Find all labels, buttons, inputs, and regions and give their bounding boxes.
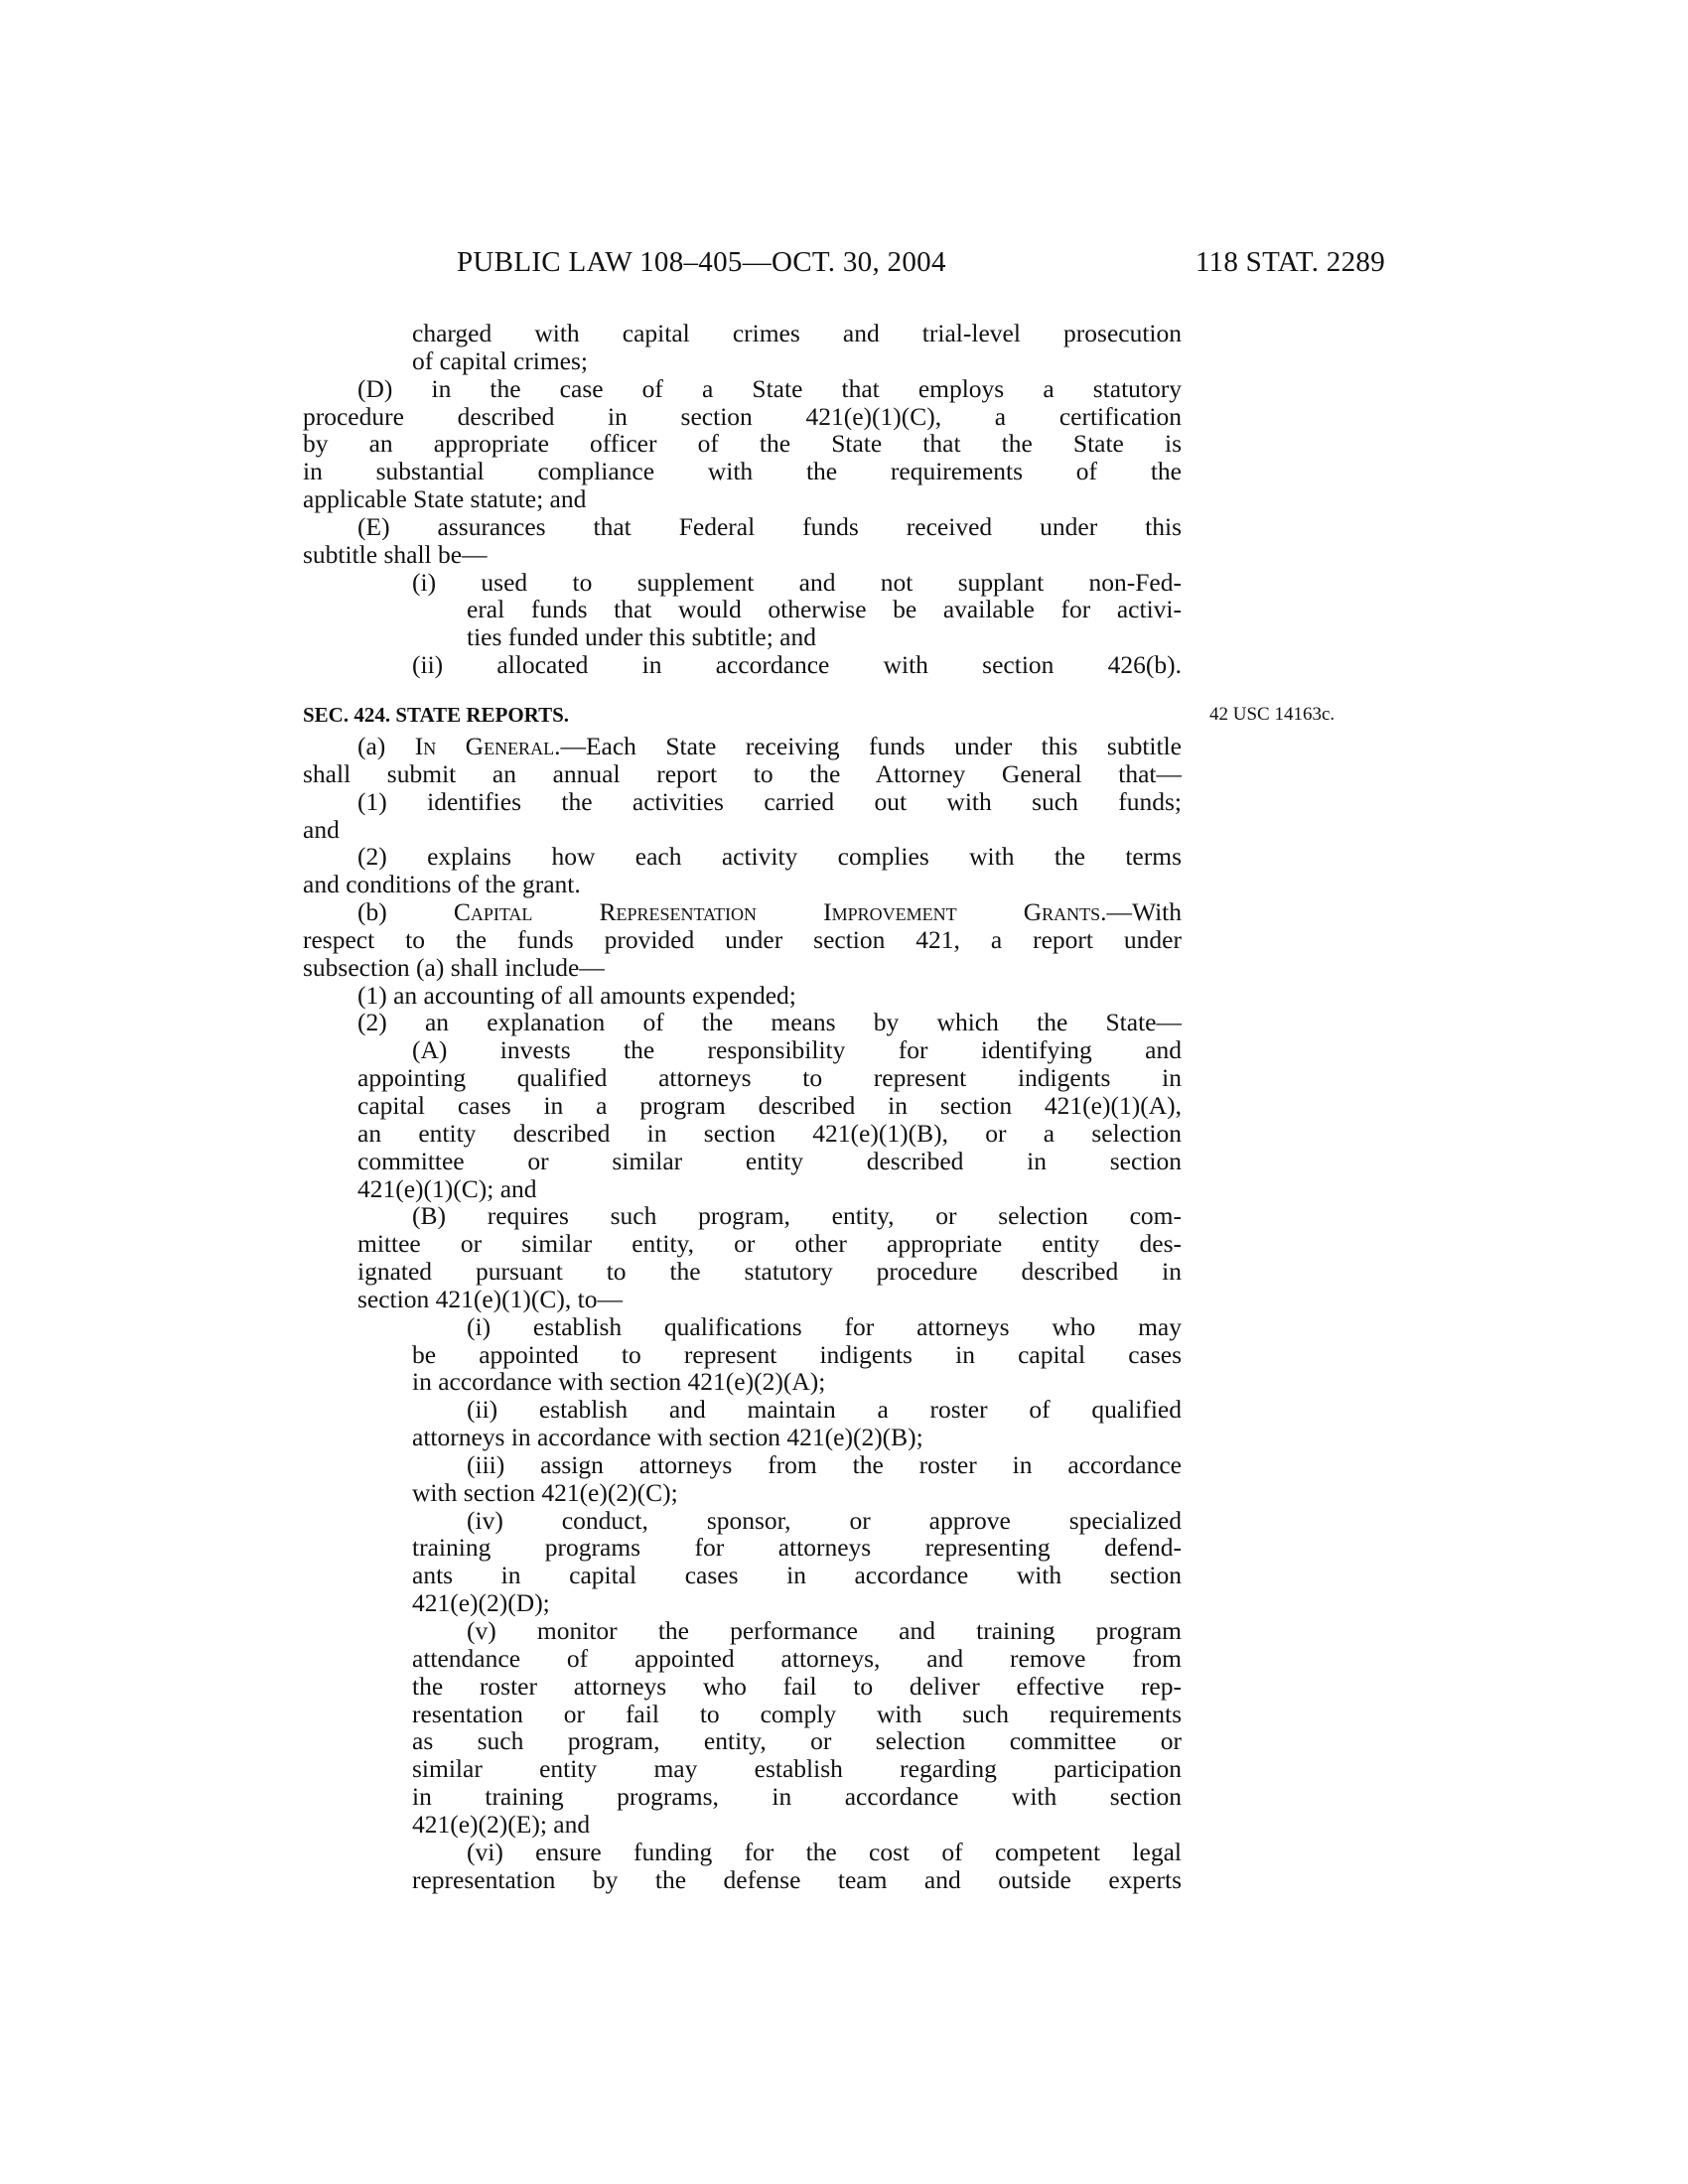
text-line: attendance of appointed attorneys, and remove from bbox=[412, 1643, 1182, 1673]
subsection-b-body bbox=[303, 926, 1182, 1894]
text-line: (iii) assign attorneys from the roster in accordance bbox=[467, 1449, 1182, 1479]
text-line: subsection (a) shall include— bbox=[303, 952, 605, 982]
text-line: procedure described in section 421(e)(1)(C), a certification bbox=[303, 401, 1182, 431]
page-header bbox=[457, 246, 1385, 290]
text-line: attorneys in accordance with section 421(e)(2)(B); bbox=[412, 1423, 923, 1452]
subsection-a-text: .—Each State receiving funds under this subtitle bbox=[554, 732, 1182, 760]
text-line: subtitle shall be— bbox=[303, 539, 488, 569]
text-line: be appointed to represent indigents in capital cases bbox=[412, 1339, 1182, 1369]
text-line: and conditions of the grant. bbox=[303, 870, 581, 899]
subsection-b-caption: Capital Representation Improvement Grants bbox=[453, 897, 1101, 927]
text-line: (ii) allocated in accordance with section 426(b). bbox=[412, 650, 1182, 680]
text-line: applicable State statute; and bbox=[303, 484, 587, 514]
text-line: 421(e)(1)(C); and bbox=[357, 1173, 537, 1203]
text-line: in training programs, in accordance with section bbox=[412, 1782, 1182, 1812]
text-line: eral funds that would otherwise be available for activi- bbox=[467, 595, 1182, 624]
running-head: PUBLIC LAW 108–405—OCT. 30, 2004 bbox=[457, 246, 946, 278]
text-line: (i) used to supplement and not supplant non-Fed- bbox=[412, 567, 1182, 597]
text-line: capital cases in a program described in section 421(e)(1)(A), bbox=[357, 1090, 1182, 1120]
usc-margin-note: 42 USC 14163c. bbox=[1209, 704, 1336, 725]
subsection-a-body bbox=[303, 760, 1182, 898]
text-line: (vi) ensure funding for the cost of competent legal bbox=[467, 1837, 1182, 1866]
subsection-b-paren: (b) bbox=[357, 897, 454, 927]
text-line: (2) explains how each activity complies with the terms bbox=[357, 842, 1182, 872]
text-line: 421(e)(2)(E); and bbox=[412, 1809, 591, 1839]
subsection-a bbox=[303, 733, 1182, 1893]
text-line: in substantial compliance with the requirements of the bbox=[303, 457, 1182, 486]
text-line: an entity described in section 421(e)(1)(B), or a selection bbox=[357, 1118, 1182, 1148]
subsection-a-lead-line bbox=[303, 733, 1182, 760]
text-line: with section 421(e)(2)(C); bbox=[412, 1477, 678, 1507]
continued-provisions bbox=[303, 320, 1182, 679]
text-line: (2) an explanation of the means by which the State— bbox=[357, 1008, 1182, 1037]
text-line: (1) an accounting of all amounts expended; bbox=[357, 980, 796, 1010]
text-line: (1) identifies the activities carried out with such funds; bbox=[357, 786, 1182, 816]
text-line: (v) monitor the performance and training program bbox=[467, 1616, 1182, 1645]
subsection-b-text: .—With bbox=[1100, 897, 1182, 927]
text-line: (iv) conduct, sponsor, or approve specialized bbox=[467, 1505, 1182, 1535]
text-line: (i) establish qualifications for attorneys who may bbox=[467, 1311, 1182, 1341]
text-line: 421(e)(2)(D); bbox=[412, 1588, 550, 1618]
text-line: and bbox=[303, 814, 340, 844]
subsection-a-caption: In General bbox=[414, 732, 555, 760]
text-line: charged with capital crimes and trial-level prosecution bbox=[412, 319, 1182, 347]
text-line: section 421(e)(1)(C), to— bbox=[357, 1284, 623, 1313]
text-line: as such program, entity, or selection committee or bbox=[412, 1726, 1182, 1756]
text-line: appointing qualified attorneys to represent indigents in bbox=[357, 1063, 1182, 1093]
text-line: ignated pursuant to the statutory procedure described in bbox=[357, 1257, 1182, 1287]
statute-page-number: 118 STAT. 2289 bbox=[1195, 246, 1385, 278]
text-line: by an appropriate officer of the State that the State is bbox=[303, 429, 1182, 459]
text-line: similar entity may establish regarding participation bbox=[412, 1754, 1182, 1784]
text-line: in accordance with section 421(e)(2)(A); bbox=[412, 1367, 826, 1397]
text-line: of capital crimes; bbox=[412, 345, 589, 375]
text-line: committee or similar entity described in section bbox=[357, 1146, 1182, 1175]
text-line: the roster attorneys who fail to deliver effective rep- bbox=[412, 1671, 1182, 1701]
subsection-b-lead-line bbox=[303, 898, 1182, 926]
text-line: (ii) establish and maintain a roster of qualified bbox=[467, 1395, 1182, 1425]
section-heading: SEC. 424. STATE REPORTS. bbox=[303, 703, 570, 727]
text-line: training programs for attorneys representing defend- bbox=[412, 1533, 1182, 1563]
text-line: shall submit an annual report to the Attorney General that— bbox=[303, 758, 1182, 788]
text-line: ties funded under this subtitle; and bbox=[467, 622, 816, 652]
text-line: (D) in the case of a State that employs a statutory bbox=[357, 373, 1182, 403]
text-line: respect to the funds provided under section 421, a report under bbox=[303, 924, 1182, 954]
text-line: mittee or similar entity, or other appropriate entity des- bbox=[357, 1229, 1182, 1259]
text-line: resentation or fail to comply with such requirements bbox=[412, 1699, 1182, 1728]
text-line: ants in capital cases in accordance with section bbox=[412, 1561, 1182, 1590]
text-line: (E) assurances that Federal funds received under this bbox=[357, 511, 1182, 541]
text-line: (A) invests the responsibility for identifying and bbox=[412, 1035, 1182, 1065]
text-line: representation by the defense team and outside experts bbox=[412, 1864, 1182, 1894]
subsection-a-paren: (a) bbox=[357, 732, 415, 760]
text-line: (B) requires such program, entity, or selection com- bbox=[412, 1201, 1182, 1231]
